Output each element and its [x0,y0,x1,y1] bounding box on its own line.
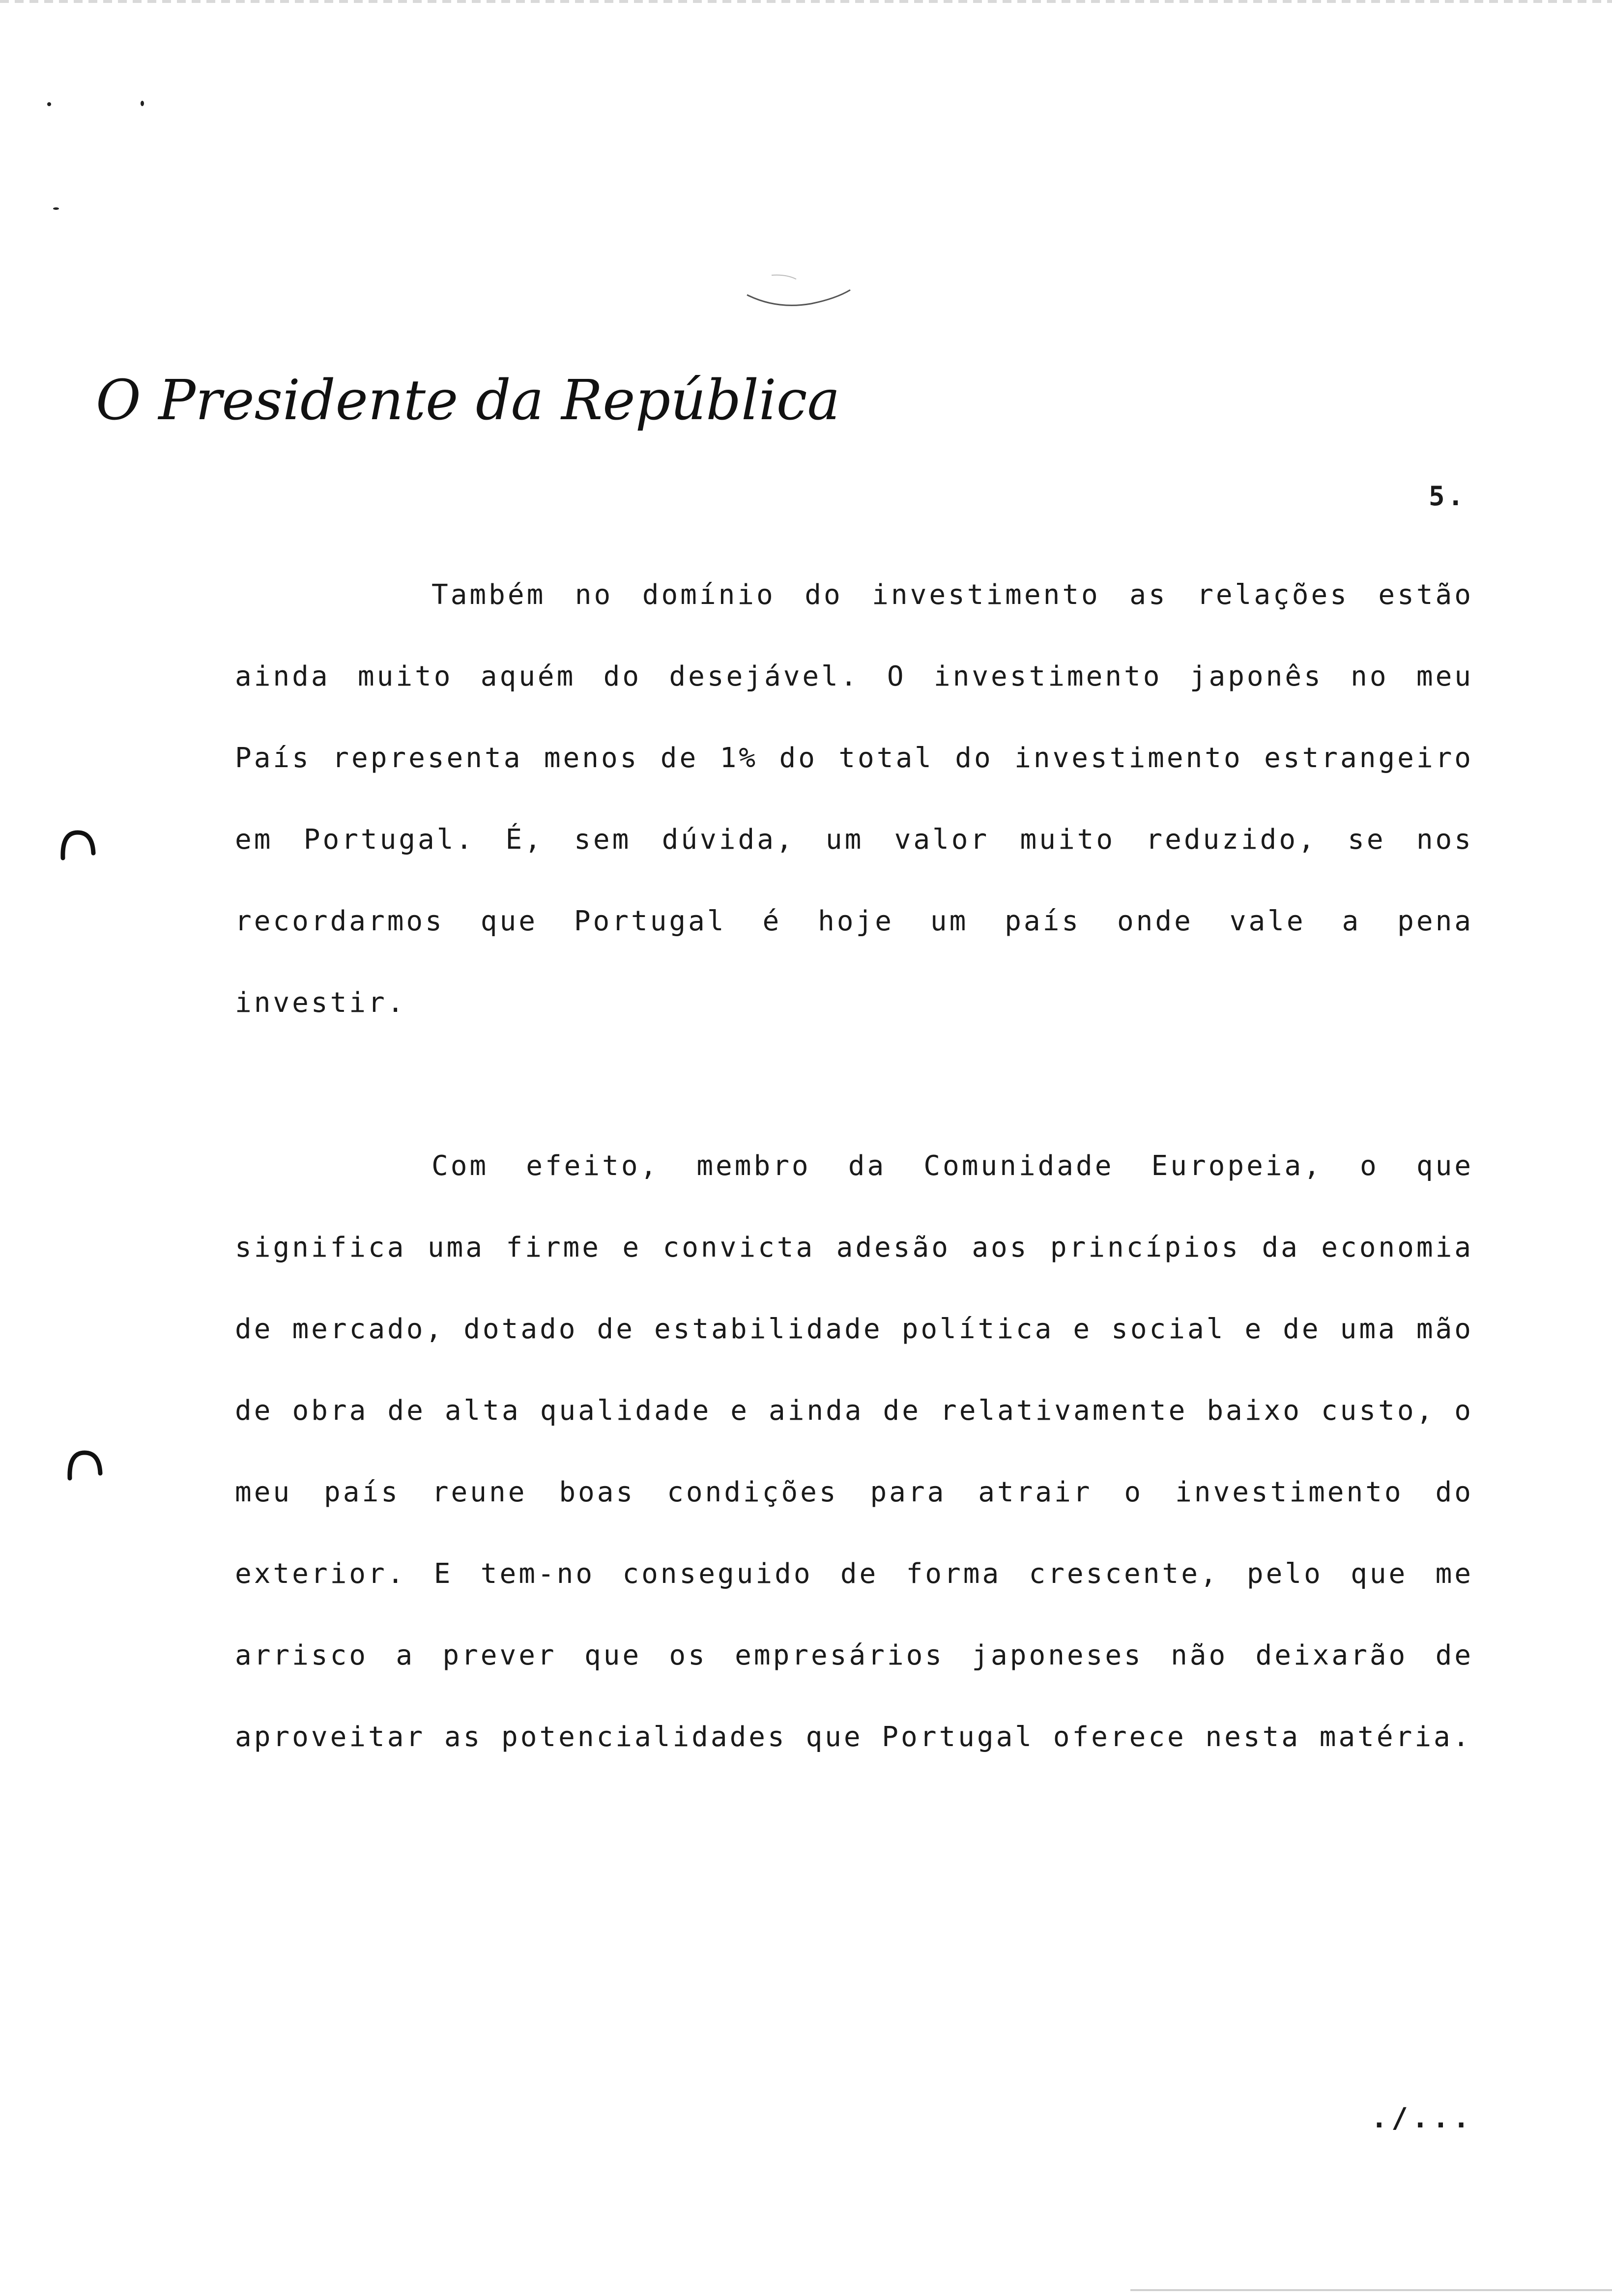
scan-edge-top [0,0,1612,3]
scan-speck [53,207,59,210]
page-number: 5. [1428,481,1467,512]
letterhead-title: O Presidente da República [96,369,840,432]
continuation-mark: ./... [1371,2102,1473,2134]
scan-speck [141,101,144,106]
scan-speck [47,102,51,106]
scan-edge-bottom [1130,2289,1612,2291]
punch-hole-upper [58,828,96,866]
presidential-letterhead [96,361,840,447]
punch-hole-lower [65,1448,103,1486]
paragraph-european-community: Com efeito, membro da Comunidade Europeia, o que significa uma firme e convicta adesão aos princípios da economia de mercado, dotado de estabilidade política e social e de uma mão de obra de alta qualidade e ainda de relativamente baixo custo, o meu país reune boas condições para atrair o investimento do exterior. E tem-no conseguido de forma crescente, pelo que me arrisco a prever que os empresários japoneses não deixarão de aproveitar as potencialidades que Portugal oferece nesta matéria. [235,1150,1473,1753]
scan-smudge [737,265,850,319]
paragraph-investment-relations: Também no domínio do investimento as relações estão ainda muito aquém do desejável. O investimento japonês no meu País representa menos de 1% do total do investimento estrangeiro em Portugal. É, sem dúvida, um valor muito reduzido, se nos recordarmos que Portugal é hoje um país onde vale a pena investir. [235,579,1473,1019]
